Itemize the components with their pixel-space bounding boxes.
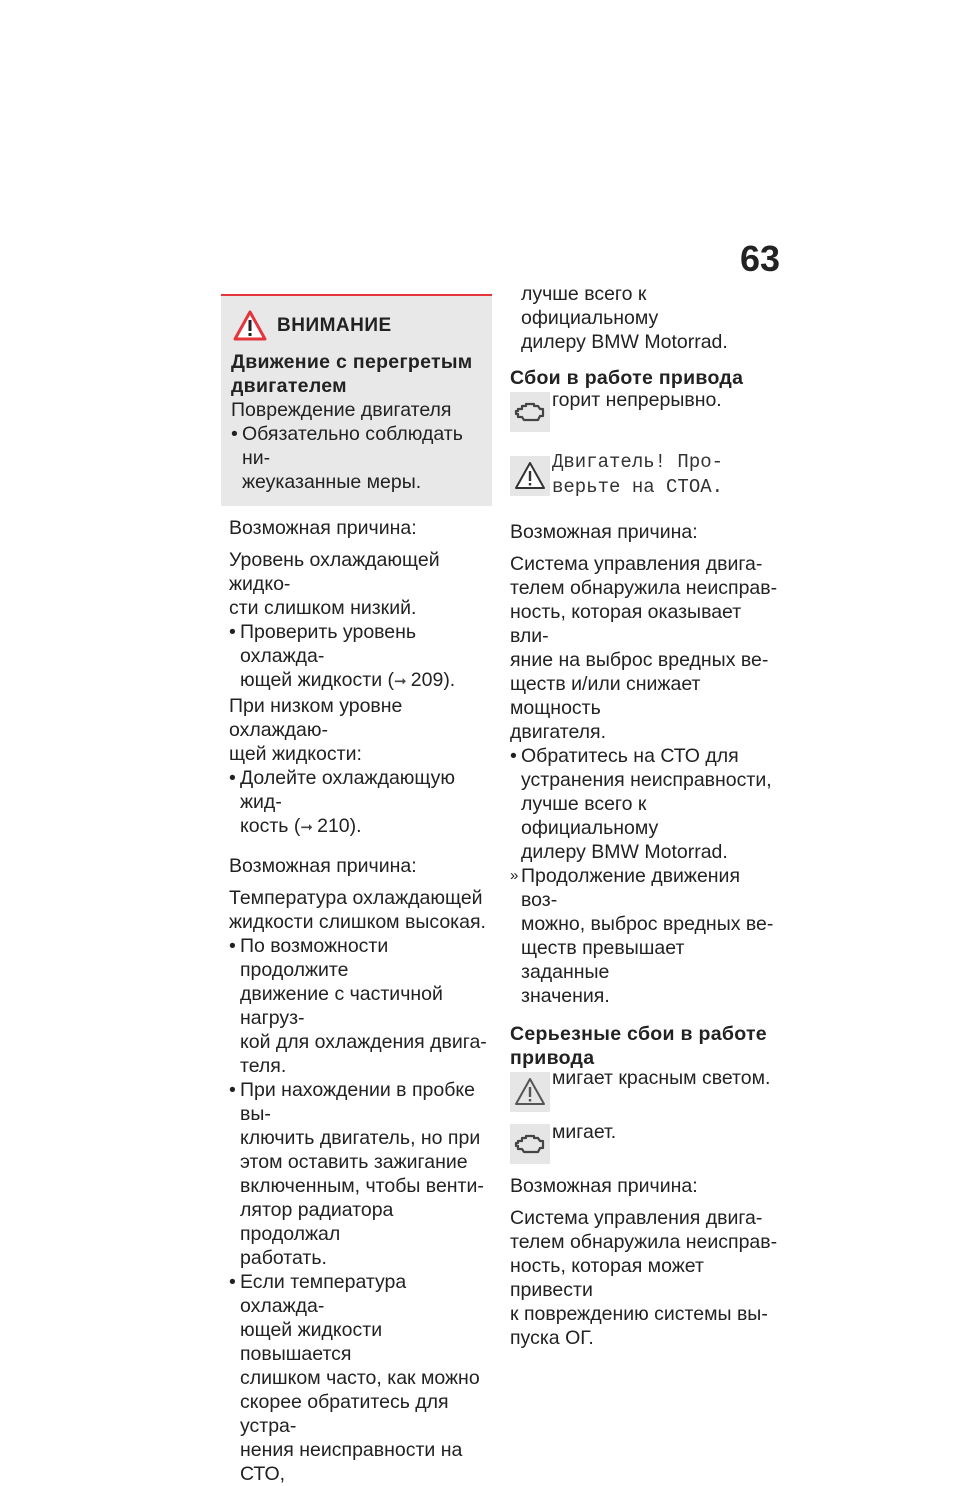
result-marker: » [510, 867, 519, 884]
text-line: лучше всего к официальному [521, 283, 659, 329]
bullet-item [229, 620, 492, 694]
text-line: ществ и/или снижает мощность [510, 673, 701, 719]
warning-heading-line: Движение с перегретым [231, 351, 473, 373]
text-line: жеуказанные меры. [242, 471, 422, 493]
text-line [240, 814, 492, 840]
text-line: телем обнаружила неисправ- [510, 577, 778, 599]
page-reference[interactable]: 209 [410, 669, 444, 691]
text-line: При низком уровне охлаждаю- [229, 695, 403, 741]
text-line: щей жидкости: [229, 743, 362, 765]
text-line: включенным, чтобы венти- [240, 1175, 484, 1197]
low-level-text [229, 694, 492, 766]
text-line: лятор радиатора продолжал [240, 1199, 394, 1245]
indicator-row [510, 389, 778, 442]
bullet-marker: • [229, 935, 236, 957]
warning-box [221, 294, 492, 506]
warning-bullet [231, 422, 478, 494]
text-line: яние на выброс вредных ве- [510, 649, 769, 671]
text-line: По возможности продолжите [240, 935, 389, 981]
text-line: телем обнаружила неисправ- [510, 1231, 778, 1253]
text-line: Обязательно соблюдать ни- [242, 423, 463, 469]
cause-text [229, 886, 492, 934]
text-line: дилеру BMW Motorrad. [521, 841, 728, 863]
page-reference[interactable]: 210 [317, 815, 350, 837]
text-line: Обратитесь на СТО для [521, 745, 739, 767]
page-reference-arrow-icon[interactable]: ➞ [394, 673, 411, 690]
text-line: При нахождении в пробке вы- [240, 1079, 475, 1125]
cause-text [229, 548, 492, 620]
text-line: к повреждению системы вы- [510, 1303, 768, 1325]
text-line: Продолжение движения воз- [521, 865, 741, 911]
text-line: Проверить уровень охлажда- [240, 621, 417, 667]
engine-check-icon [514, 1133, 546, 1155]
text-part: ющей жидкости ( [240, 669, 395, 691]
text-line: нения неисправности на СТО, [240, 1439, 463, 1485]
text-line: этом оставить зажигание [240, 1151, 468, 1173]
indicator-row [510, 1121, 778, 1170]
section-heading: Сбои в работе привода [510, 367, 744, 389]
indicator-text: горит непрерывно. [552, 389, 722, 411]
text-line: можно, выброс вредных ве- [521, 913, 774, 935]
text-line [240, 668, 492, 694]
text-line: жидкости слишком высокая. [229, 911, 486, 933]
cause-label: Возможная причина: [510, 1175, 698, 1197]
text-line: работать. [240, 1247, 327, 1269]
warning-title: ВНИМАНИЕ [277, 315, 392, 336]
display-message [552, 450, 723, 500]
text-line: лучше всего к официальному [521, 793, 659, 839]
text-line: дилеру BMW Motorrad. [521, 331, 728, 353]
indicator-text: мигает красным светом. [552, 1067, 771, 1089]
bullet-marker: • [231, 423, 238, 445]
text-part: кость ( [240, 815, 301, 837]
bullet-item [229, 1270, 492, 1486]
bullet-marker: • [510, 745, 517, 767]
text-line: пуска ОГ. [510, 1327, 594, 1349]
text-line: ющей жидкости повышается [240, 1319, 383, 1365]
warning-heading [231, 350, 478, 398]
engine-check-icon [514, 401, 546, 423]
warning-header [231, 310, 478, 342]
bullet-item [229, 766, 492, 840]
text-line: движение с частичной нагруз- [240, 983, 443, 1029]
indicator-tile [510, 456, 550, 496]
text-line: двигателя. [510, 721, 606, 743]
bullet-marker: • [229, 1271, 236, 1293]
text-line: Уровень охлаждающей жидко- [229, 549, 440, 595]
result-item [510, 864, 778, 1008]
left-column [229, 294, 492, 1486]
text-line: ность, которая оказывает вли- [510, 601, 742, 647]
text-line: Серьезные сбои в работе [510, 1023, 767, 1045]
cause-label: Возможная причина: [229, 517, 417, 539]
text-line: привода [510, 1047, 595, 1069]
text-line: скорее обратитесь для устра- [240, 1391, 449, 1437]
page-number: 63 [739, 238, 780, 279]
text-line: Если температура охлажда- [240, 1271, 407, 1317]
indicator-tile [510, 392, 550, 432]
page-reference-arrow-icon[interactable]: ➞ [300, 819, 318, 836]
text-line: слишком часто, как можно [240, 1367, 480, 1389]
text-line: Система управления двига- [510, 553, 763, 575]
bullet-item [510, 744, 778, 864]
warning-triangle-icon [233, 310, 267, 342]
text-line: сти слишком низкий. [229, 597, 417, 619]
warning-heading-line: двигателем [231, 375, 347, 397]
cause-label: Возможная причина: [510, 521, 698, 543]
indicator-text: мигает. [552, 1121, 617, 1143]
text-line: Долейте охлаждающую жид- [240, 767, 456, 813]
indicator-row [510, 1067, 778, 1118]
text-line: верьте на СТОА. [552, 476, 724, 498]
indicator-tile [510, 1072, 550, 1112]
bullet-marker: • [229, 1079, 236, 1101]
continued-text [510, 282, 778, 354]
warning-triangle-icon [514, 1077, 546, 1107]
text-line: Двигатель! Про- [552, 451, 724, 473]
right-column [510, 282, 778, 1350]
display-message-row [510, 451, 778, 512]
text-line: кой для охлаждения двига- [240, 1031, 487, 1053]
text-part: ). [349, 815, 362, 837]
warning-triangle-icon [514, 461, 546, 491]
text-line: ключить двигатель, но при [240, 1127, 481, 1149]
text-line: Система управления двига- [510, 1207, 763, 1229]
bullet-marker: • [229, 621, 236, 643]
section-heading [510, 1022, 778, 1070]
text-line: устранения неисправности, [521, 769, 772, 791]
bullet-item [229, 1078, 492, 1270]
warning-subtitle: Повреждение двигателя [231, 399, 452, 421]
bullet-item [229, 934, 492, 1078]
text-line: ность, которая может привести [510, 1255, 704, 1301]
text-line: ществ превышает заданные [521, 937, 685, 983]
cause-text [510, 1206, 778, 1350]
bullet-marker: • [229, 767, 236, 789]
indicator-tile [510, 1124, 550, 1164]
text-line: значения. [521, 985, 610, 1007]
text-part: ). [443, 669, 456, 691]
cause-label: Возможная причина: [229, 855, 417, 877]
text-line: Температура охлаждающей [229, 887, 483, 909]
cause-text [510, 552, 778, 744]
text-line: теля. [240, 1055, 287, 1077]
